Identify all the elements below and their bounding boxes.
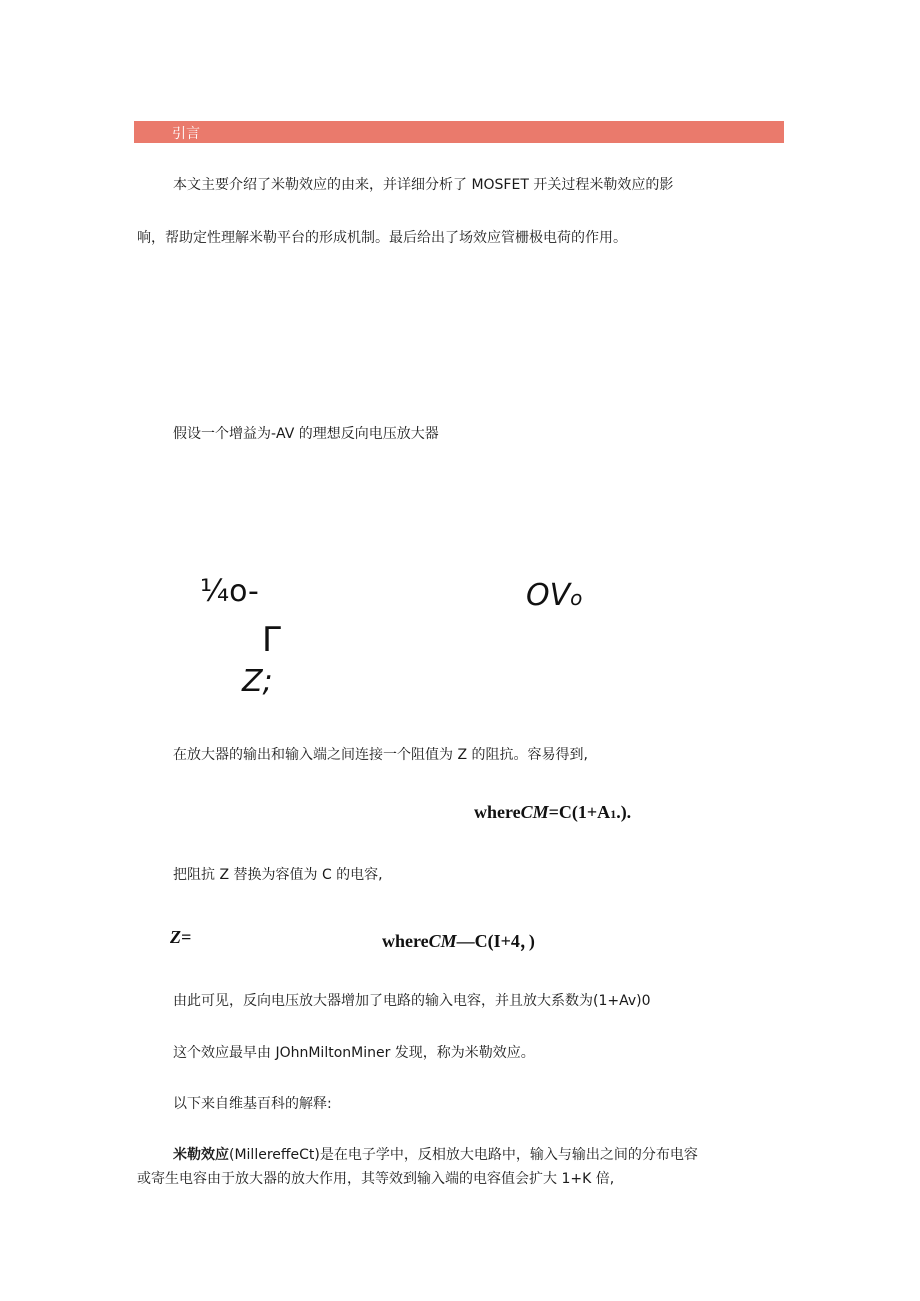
eq2-impedance [170, 927, 191, 948]
intro-line-1: 本文主要介绍了米勒效应的由来，并详细分析了 MOSFET 开关过程米勒效应的影 [173, 177, 674, 193]
eq1-tail: .). [616, 802, 632, 822]
eq1-prefix: where [474, 802, 521, 822]
output-voltage-symbol: OV [526, 578, 571, 613]
eq1-rest: =C(1+A [548, 802, 611, 822]
miller-equation-1 [474, 802, 631, 823]
eq2-rest: —C(I+4，) [456, 931, 535, 951]
assumption-text: 假设一个增益为-AV 的理想反向电压放大器 [173, 426, 439, 442]
section-title: 引言 [172, 126, 200, 142]
discovery-text: 这个效应最早由 JOhnMiltonMiner 发现，称为米勒效应。 [173, 1045, 535, 1061]
eq2-z: Z= [170, 927, 192, 947]
eq1-cm: CM [520, 802, 549, 822]
capacitor-text: 把阻抗 Z 替换为容值为 C 的电容, [173, 867, 383, 883]
impedance-text: 在放大器的输出和输入端之间连接一个阻值为 Z 的阻抗。容易得到, [173, 747, 588, 763]
conclusion-text: 由此可见，反向电压放大器增加了电路的输入电容，并且放大系数为(1+Av)0 [173, 993, 651, 1009]
eq1-subscript: 1 [610, 807, 617, 821]
output-voltage-subscript: o [570, 586, 583, 610]
wiki-term: 米勒效应 [173, 1147, 229, 1163]
wiki-line-1-rest: (MillereffeCt)是在电子学中，反相放大电路中，输入与输出之间的分布电容 [229, 1147, 698, 1163]
eq2-cm: CM [428, 931, 457, 951]
section-header-bar [134, 121, 784, 143]
wiki-line-1 [173, 1144, 698, 1164]
input-impedance-label: Z; [242, 664, 273, 699]
wiki-intro-text: 以下来自维基百科的解释: [173, 1096, 332, 1112]
gamma-symbol: Γ [262, 620, 281, 660]
wiki-line-2: 或寄生电容由于放大器的放大作用，其等效到输入端的电容值会扩大 1+K 倍, [137, 1171, 615, 1187]
miller-equation-2 [382, 927, 535, 953]
output-voltage-label [526, 578, 582, 613]
input-voltage-label: ¼o- [200, 574, 259, 609]
intro-line-2: 响，帮助定性理解米勒平台的形成机制。最后给出了场效应管栅极电荷的作用。 [137, 230, 627, 246]
eq2-prefix: where [382, 931, 429, 951]
